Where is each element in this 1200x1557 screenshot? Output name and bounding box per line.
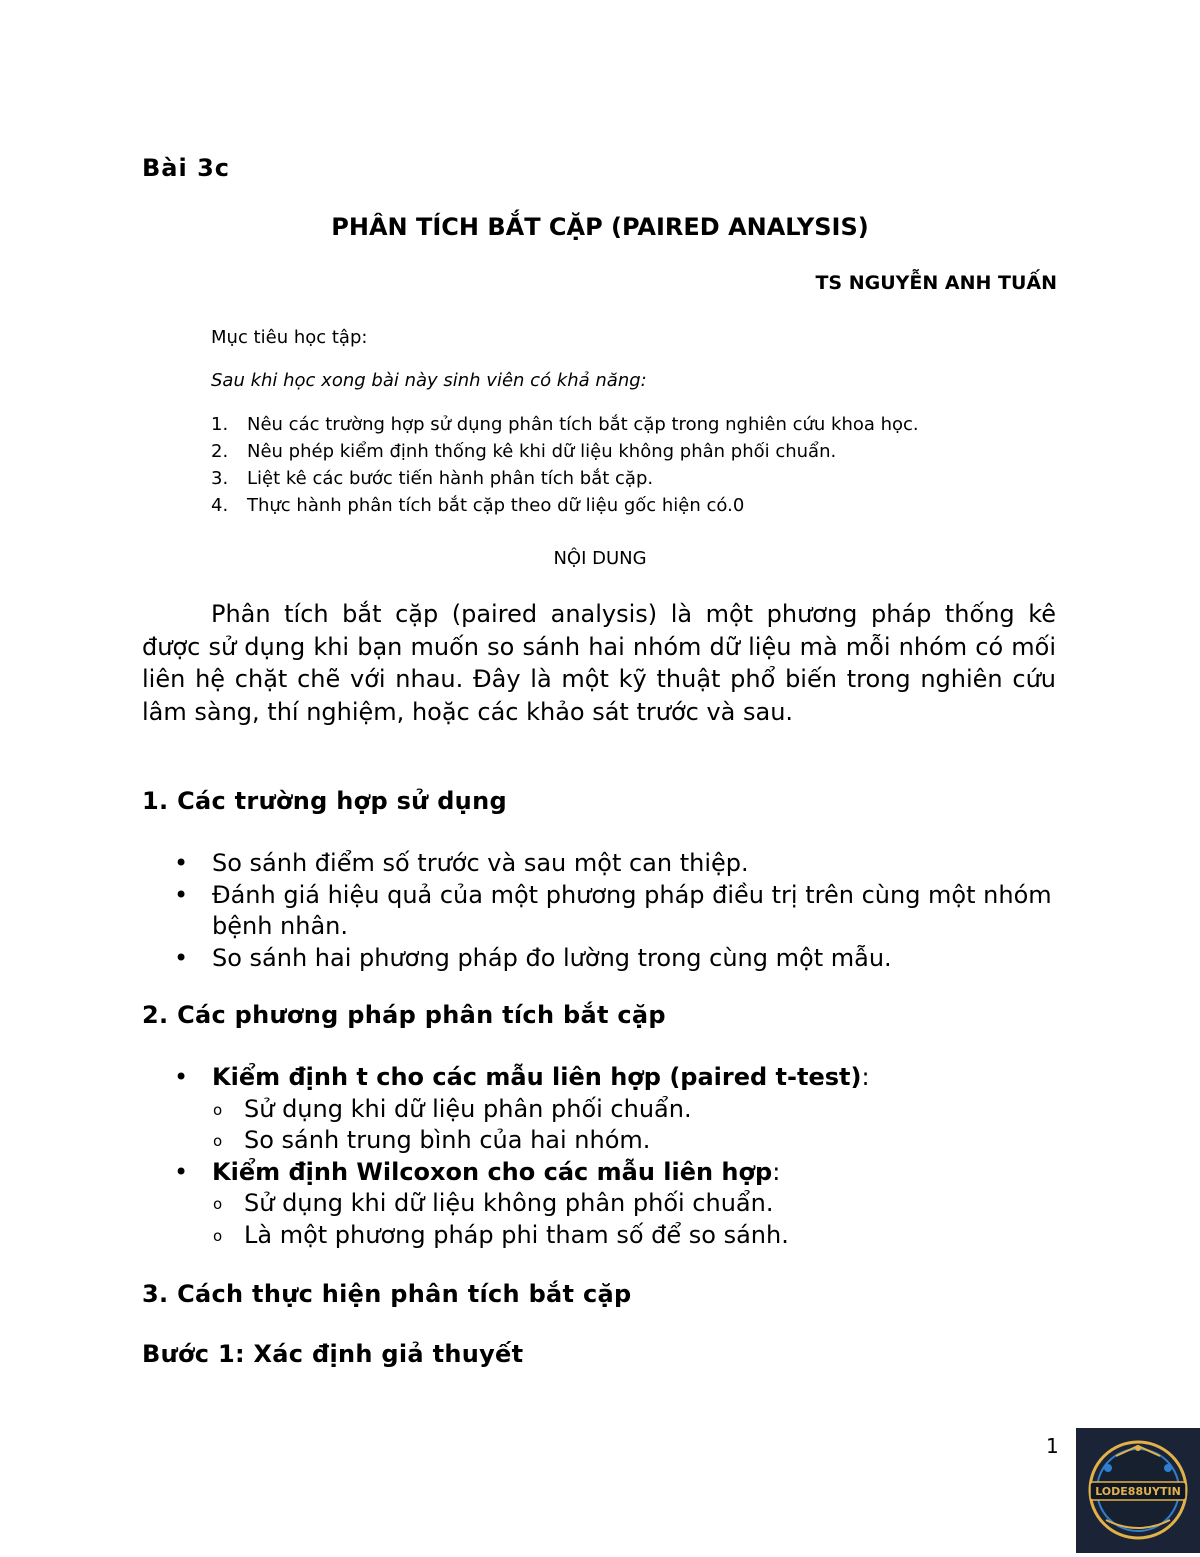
author-name: TS NGUYỄN ANH TUẤN	[815, 272, 1057, 294]
objective-item	[211, 492, 1071, 519]
intro-paragraph: Phân tích bắt cặp (paired analysis) là một phương pháp thống kê được sử dụng khi bạn muốn so sánh hai nhóm dữ liệu mà mỗi nhóm có mối liên hệ chặt chẽ với nhau. Đây là một kỹ thuật phổ biến trong nghiên cứu lâm sàng, thí nghiệm, hoặc các khảo sát trước và sau.	[142, 600, 1056, 726]
sub-list-text: Sử dụng khi dữ liệu không phân phối chuẩn.	[244, 1189, 774, 1217]
page-number: 1	[1046, 1434, 1059, 1458]
method-suffix: :	[772, 1157, 781, 1186]
circle-bullet-icon: o	[213, 1132, 223, 1150]
objectives-list	[211, 411, 1071, 519]
sub-list-item	[174, 1125, 1054, 1157]
lesson-label: Bài 3c	[142, 154, 230, 182]
bullet-icon: •	[174, 1063, 189, 1091]
objective-text: Nêu các trường hợp sử dụng phân tích bắt cặp trong nghiên cứu khoa học.	[247, 414, 919, 435]
objective-item	[211, 411, 1071, 438]
bullet-icon: •	[174, 849, 189, 877]
method-item	[174, 1062, 1054, 1157]
list-item	[174, 943, 1054, 975]
brand-logo	[1076, 1428, 1200, 1553]
sub-list-text: So sánh trung bình của hai nhóm.	[244, 1126, 651, 1154]
circle-bullet-icon: o	[213, 1195, 223, 1213]
bullet-icon: •	[174, 880, 189, 909]
method-name: Kiểm định t cho các mẫu liên hợp (paired t-test)	[212, 1063, 862, 1091]
section-1-bullet-list	[174, 848, 1054, 974]
objectives-intro: Sau khi học xong bài này sinh viên có khả năng:	[211, 370, 647, 391]
objective-number: 2.	[211, 441, 229, 462]
list-item	[174, 848, 1054, 880]
section-3-heading: 3. Cách thực hiện phân tích bắt cặp	[142, 1280, 632, 1308]
objective-text: Thực hành phân tích bắt cặp theo dữ liệu gốc hiện có.0	[247, 495, 745, 516]
step-1-heading: Bước 1: Xác định giả thuyết	[142, 1340, 524, 1368]
sub-list-item	[174, 1188, 1054, 1220]
section-1-heading: 1. Các trường hợp sử dụng	[142, 787, 507, 815]
list-item-text: Đánh giá hiệu quả của một phương pháp điều trị trên cùng một nhóm bệnh nhân.	[212, 880, 1052, 940]
logo-graphic	[1076, 1428, 1200, 1553]
method-item	[174, 1157, 1054, 1252]
circle-bullet-icon: o	[213, 1226, 223, 1245]
method-sub-list	[174, 1188, 1054, 1251]
method-sub-list	[174, 1094, 1054, 1157]
objective-number: 4.	[211, 495, 229, 516]
objective-item	[211, 465, 1071, 492]
sub-list-item	[174, 1220, 1054, 1252]
bullet-icon: •	[174, 943, 189, 972]
bullet-icon: •	[174, 1157, 189, 1186]
content-section-title: NỘI DUNG	[553, 548, 647, 569]
list-item-text: So sánh hai phương pháp đo lường trong cùng một mẫu.	[212, 943, 892, 972]
method-name: Kiểm định Wilcoxon cho các mẫu liên hợp	[212, 1157, 773, 1186]
section-2-method-list	[174, 1062, 1054, 1251]
objective-item	[211, 438, 1071, 465]
objective-number: 3.	[211, 468, 229, 489]
list-item-text: So sánh điểm số trước và sau một can thiệp.	[212, 849, 749, 877]
circle-bullet-icon: o	[213, 1100, 223, 1119]
section-2-heading: 2. Các phương pháp phân tích bắt cặp	[142, 1001, 666, 1029]
list-item	[174, 880, 1054, 943]
objective-number: 1.	[211, 414, 229, 435]
document-title: PHÂN TÍCH BẮT CẶP (PAIRED ANALYSIS)	[331, 213, 869, 241]
objectives-label: Mục tiêu học tập:	[211, 327, 368, 348]
sub-list-text: Sử dụng khi dữ liệu phân phối chuẩn.	[244, 1094, 692, 1123]
objective-text: Liệt kê các bước tiến hành phân tích bắt cặp.	[247, 468, 654, 489]
method-suffix: :	[861, 1063, 870, 1091]
sub-list-text: Là một phương pháp phi tham số để so sánh.	[244, 1220, 789, 1249]
objective-text: Nêu phép kiểm định thống kê khi dữ liệu không phân phối chuẩn.	[247, 441, 837, 462]
logo-text: LODE88UYTIN	[1095, 1485, 1181, 1498]
sub-list-item	[174, 1094, 1054, 1126]
